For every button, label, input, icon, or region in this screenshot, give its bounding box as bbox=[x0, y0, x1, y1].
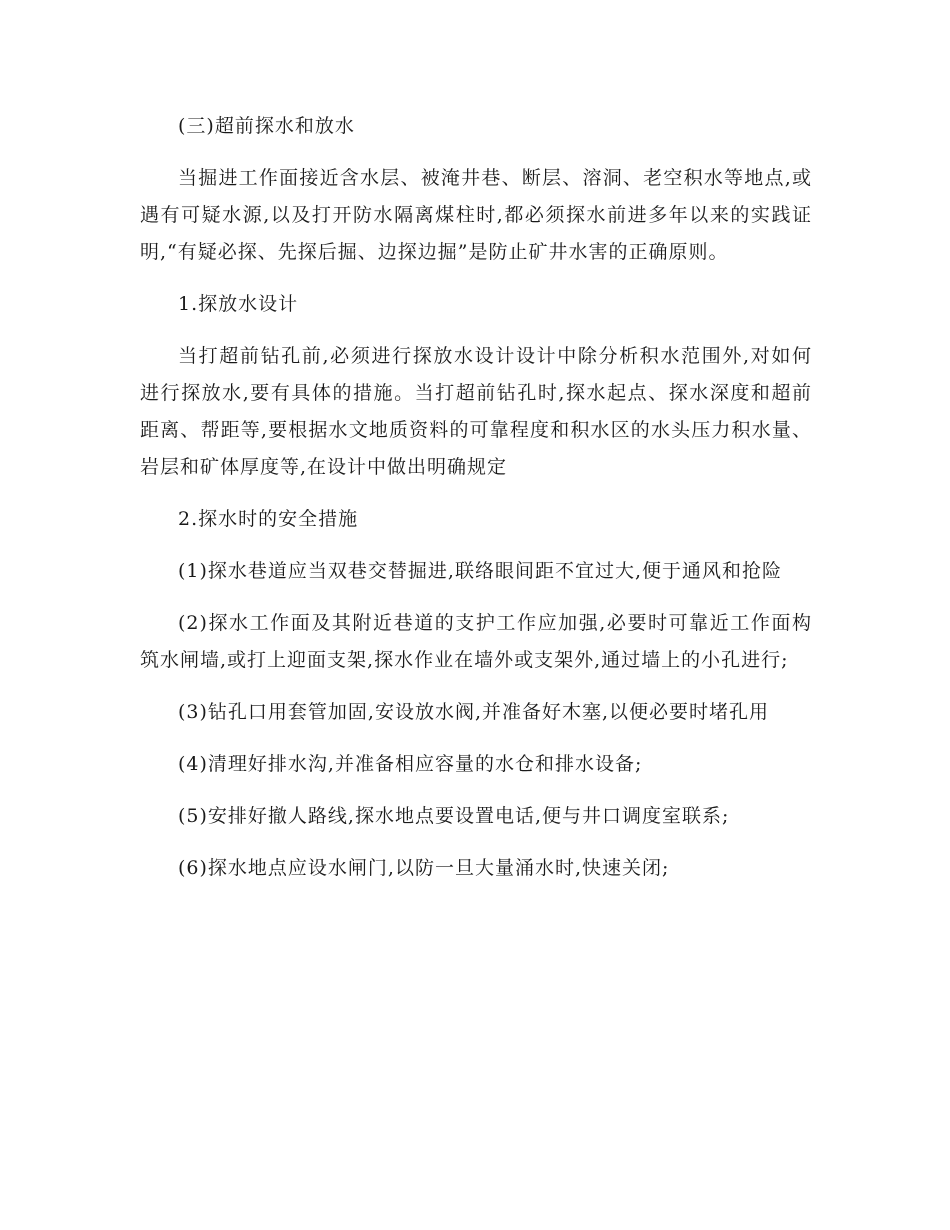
safety-item-3: (3)钻孔口用套管加固,安设放水阀,并准备好木塞,以便必要时堵孔用 bbox=[178, 701, 770, 723]
safety-item-6: (6)探水地点应设水闸门,以防一旦大量涌水时,快速关闭; bbox=[178, 857, 670, 879]
safety-item-4: (4)清理好排水沟,并准备相应容量的水仓和排水设备; bbox=[178, 753, 643, 775]
design-paragraph: 当打超前钻孔前,必须进行探放水设计设计中除分析积水范围外,对如何进行探放水,要有具体的措施。当打超前钻孔时,探水起点、探水深度和超前距离、帮距等,要根据水文地质资料的可靠程度和积水区的水头压力积水量、岩层和矿体厚度等,在设计中做出明确规定 bbox=[140, 345, 812, 478]
safety-item-1: (1)探水巷道应当双巷交替掘进,联络眼间距不宜过大,便于通风和抢险 bbox=[178, 560, 782, 582]
intro-paragraph: 当掘进工作面接近含水层、被淹井巷、断层、溶洞、老空积水等地点,或遇有可疑水源,以及打开防水隔离煤柱时,都必须探水前进多年以来的实践证明,“有疑必探、先探后掘、边探边掘”是防止矿井水害的正确原则。 bbox=[140, 167, 812, 263]
document-page bbox=[140, 108, 812, 902]
safety-item-5: (5)安排好撤人路线,探水地点要设置电话,便与井口调度室联系; bbox=[178, 805, 730, 827]
subheading-safety: 2.探水时的安全措施 bbox=[178, 508, 359, 530]
subheading-design: 1.探放水设计 bbox=[178, 293, 299, 315]
safety-item-2: (2)探水工作面及其附近巷道的支护工作应加强,必要时可靠近工作面构筑水闸墙,或打上迎面支架,探水作业在墙外或支架外,通过墙上的小孔进行; bbox=[140, 612, 812, 671]
section-heading: (三)超前探水和放水 bbox=[178, 115, 355, 137]
